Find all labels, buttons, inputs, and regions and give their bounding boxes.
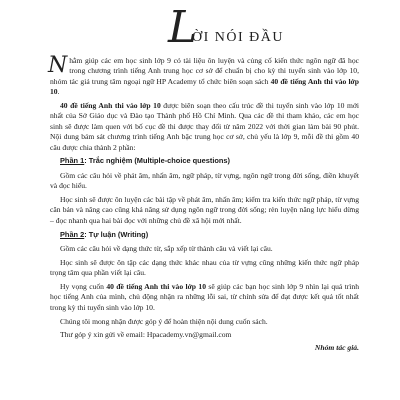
signature: Nhóm tác giả. [314, 343, 359, 353]
book-title-bold-3: 40 đề tiếng Anh thi vào lớp 10 [106, 282, 206, 292]
title-initial: L [168, 2, 198, 53]
part2-details: Học sinh sẽ được ôn tập các dạng thức khác nhau của từ vựng cũng những kiến thức ngữ pháp trọng tâm qua phần viết lại câu. [50, 257, 359, 278]
hope-text-a: Hy vọng cuốn [60, 282, 107, 292]
hope-text-b: sẽ giúp các bạn học sinh lớp 9 nhìn lại quá trình học tiếng Anh của mình, chủ động nhận ra những lỗi sai, từ chính sửa để đạt được kết quả tốt nhất trong kỳ thi tuyển sinh vào lớp 10. [50, 282, 360, 312]
part2-description: Gồm các câu hỏi về dạng thức từ, sắp xếp từ thành câu và viết lại câu. [60, 244, 273, 254]
structure-paragraph [50, 101, 359, 153]
structure-text: được biên soạn theo cấu trúc đề thi tuyển sinh vào lớp 10 mới nhất của Sở Giáo dục và Đào tạo Thành phố Hồ Chí Minh. Qua các đề thi tham khảo, các em học sinh sẽ được làm quen với bố cục đề thi được thay đổi từ năm 2022 với thời gian làm bài 90 phút. Nội dung bám sát chương trình tiếng Anh bậc trung học cơ sở, chủ yếu là lớp 9, mỗi đề thi gồm 40 câu được chia thành 2 phần: [50, 101, 359, 152]
email-paragraph: Thư góp ý xin gửi về email: Hpacademy.vn@gmail.com [60, 330, 232, 340]
intro-paragraph [48, 53, 359, 98]
intro-text-a: hằm giúp các em học sinh lớp 9 có tài liệu ôn luyện và củng cố kiến thức ngôn ngữ đã học trong chương trình tiếng Anh trung học cơ sở để chuẩn bị cho kỳ thi tuyển sinh vào lớp 10, nhóm tác giả trung tâm ngoại ngữ HP Academy tổ chức biên soạn sách [50, 56, 359, 86]
part1-description: Gồm các câu hỏi về phát âm, nhấn âm, ngữ pháp, từ vựng, ngôn ngữ trong đời sống, điền khuyết và đọc hiểu. [50, 170, 359, 191]
page-title [168, 2, 328, 54]
book-title-bold-2: 40 đề tiếng Anh thi vào lớp 10 [60, 101, 161, 111]
feedback-paragraph: Chúng tôi mong nhận được góp ý để hoàn thiện nội dung cuốn sách. [60, 316, 268, 326]
title-rest: ỜI NÓI ĐẦU [192, 30, 284, 45]
drop-cap: N [48, 53, 68, 78]
book-title-bold: 40 đề tiếng Anh thi vào lớp 10 [50, 76, 359, 97]
document-body [48, 53, 360, 357]
section-heading-part2 [60, 230, 359, 240]
hope-paragraph [50, 282, 359, 313]
section-heading-part1 [60, 156, 359, 166]
intro-text-b: . [57, 87, 60, 97]
section-title-part2: : Tự luận (Writing) [84, 229, 149, 239]
section-label-part2: Phần 2 [60, 229, 85, 239]
section-label-part1: Phần 1 [60, 156, 85, 166]
section-title-part1: : Trắc nghiệm (Multiple-choice questions) [84, 156, 231, 166]
part1-details: Học sinh sẽ được ôn luyện các bài tập về phát âm, nhấn âm; kiểm tra kiến thức ngữ pháp, từ vựng căn bản và nâng cao cũng khả năng sử dụng ngôn ngữ trong đời sống; rèn luyện năng lực hiểu dừng – đọc nhanh qua hai bài đọc với những chủ đề xã hội mới nhất. [50, 195, 359, 225]
